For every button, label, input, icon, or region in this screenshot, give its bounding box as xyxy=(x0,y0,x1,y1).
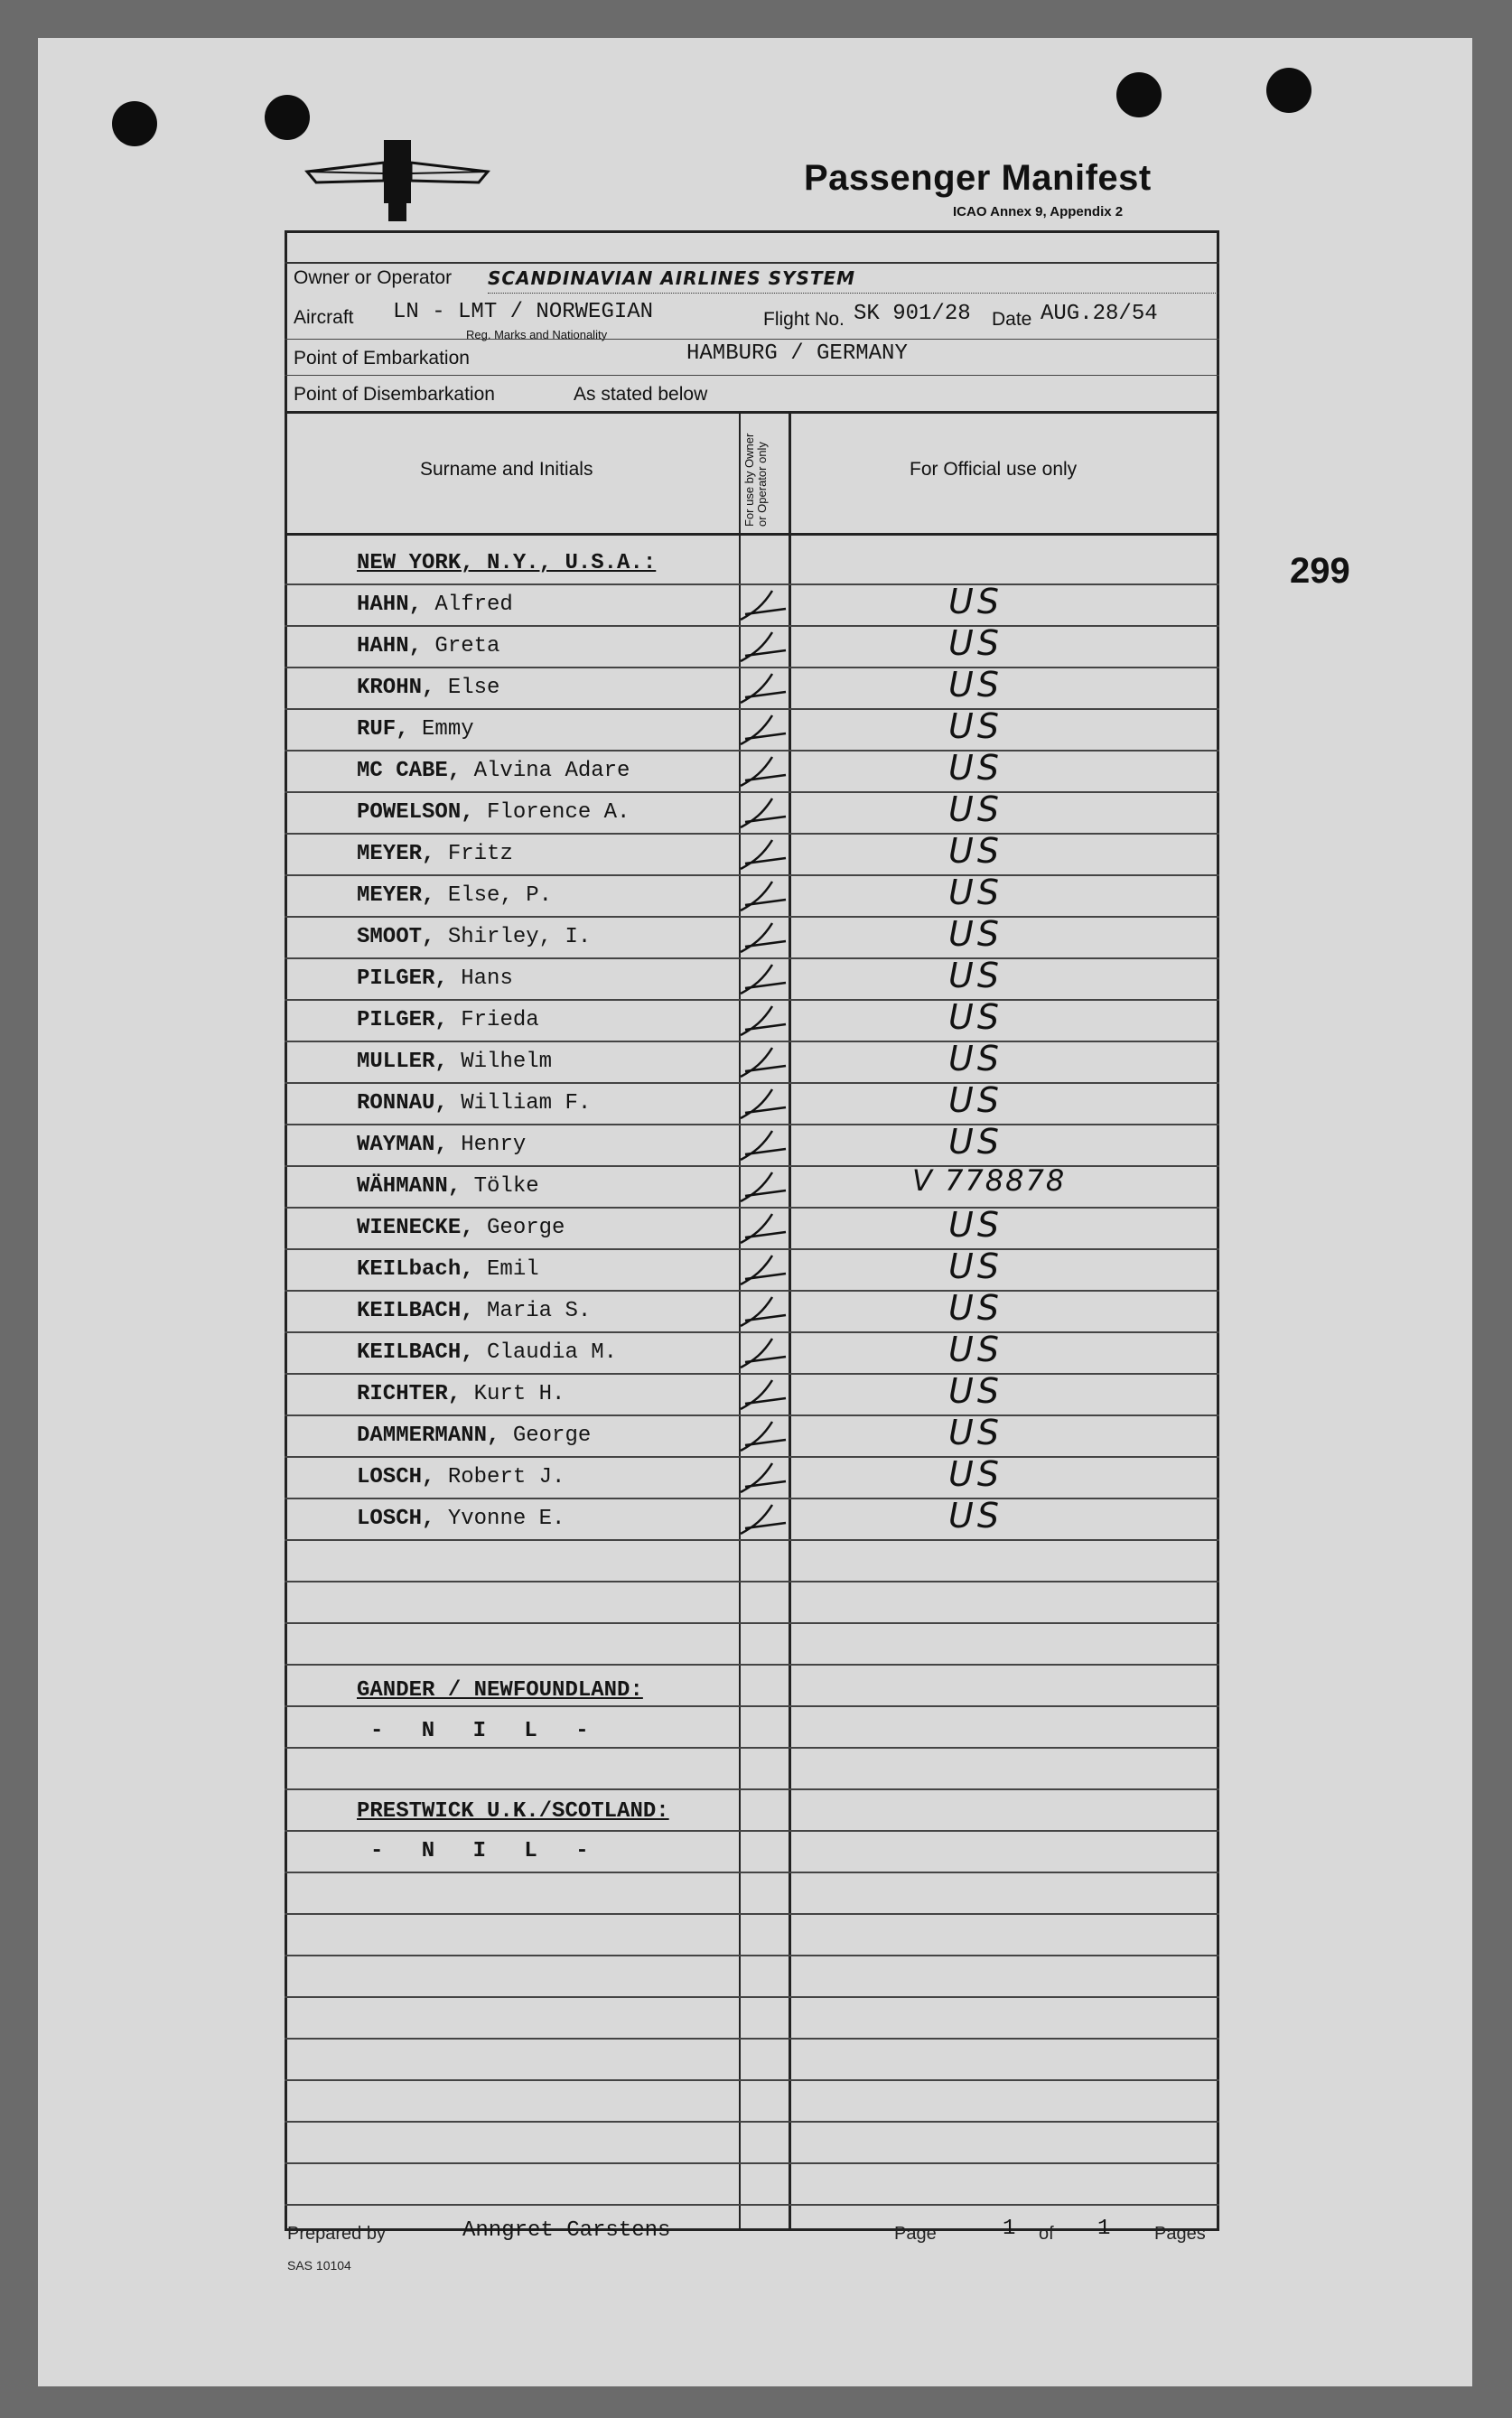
table-row xyxy=(285,1331,1219,1375)
official-mark: US xyxy=(948,789,1003,829)
official-mark: US xyxy=(948,1039,1003,1078)
passenger-given-name: Claudia M. xyxy=(487,1340,618,1365)
passenger-surname: MULLER, xyxy=(357,1050,448,1074)
passenger-name xyxy=(357,1050,552,1074)
blank-row xyxy=(285,2121,1219,2164)
form-subtitle: ICAO Annex 9, Appendix 2 xyxy=(953,204,1124,219)
official-mark: US xyxy=(948,1454,1003,1494)
owner-label: Owner or Operator xyxy=(294,267,453,288)
passenger-name xyxy=(357,1299,591,1323)
official-mark: V 778878 xyxy=(912,1163,1067,1198)
passenger-surname: SMOOT, xyxy=(357,925,435,949)
section-entry-gander: - N I L - xyxy=(370,1719,602,1743)
column-owner-use-header: For use by Owner or Operator only xyxy=(742,433,769,527)
passenger-surname: HAHN, xyxy=(357,634,423,658)
table-row xyxy=(285,833,1219,876)
check-mark-icon xyxy=(736,1086,790,1122)
table-row xyxy=(285,916,1219,959)
check-mark-icon xyxy=(736,753,790,789)
table-row xyxy=(285,791,1219,835)
table-row xyxy=(285,750,1219,793)
passenger-name xyxy=(357,593,513,617)
punch-hole xyxy=(112,101,157,146)
passenger-name xyxy=(357,717,474,742)
flight-label: Flight No. xyxy=(763,309,845,330)
passenger-surname: RONNAU, xyxy=(357,1091,448,1116)
blank-row xyxy=(285,1996,1219,2040)
check-mark-icon xyxy=(736,795,790,831)
aircraft-label: Aircraft xyxy=(294,307,354,328)
divider xyxy=(285,339,1219,340)
check-mark-icon xyxy=(736,1210,790,1246)
passenger-given-name: Fritz xyxy=(447,842,513,866)
official-mark: US xyxy=(948,956,1003,995)
divider xyxy=(285,262,1219,264)
blank-row xyxy=(285,1539,1219,1582)
blank-row xyxy=(285,2038,1219,2081)
official-mark: US xyxy=(948,1288,1003,1328)
check-mark-icon xyxy=(736,1377,790,1413)
official-mark: US xyxy=(948,1330,1003,1369)
table-row xyxy=(285,1498,1219,1541)
official-mark: US xyxy=(948,1205,1003,1245)
check-mark-icon xyxy=(736,920,790,956)
passenger-given-name: Shirley, I. xyxy=(447,925,592,949)
passenger-name xyxy=(357,966,513,991)
passenger-surname: WAYMAN, xyxy=(357,1133,448,1157)
passenger-name xyxy=(357,842,513,866)
passenger-surname: PILGER, xyxy=(357,1008,448,1032)
form-title: Passenger Manifest xyxy=(804,158,1152,198)
passenger-name xyxy=(357,1174,539,1199)
page-value: 1 xyxy=(1003,2217,1016,2241)
official-mark: US xyxy=(948,831,1003,871)
embark-label: Point of Embarkation xyxy=(294,348,470,369)
passenger-given-name: Else, P. xyxy=(447,883,553,908)
section-heading-prestwick: PRESTWICK U.K./SCOTLAND: xyxy=(357,1799,669,1824)
check-mark-icon xyxy=(736,1003,790,1039)
official-mark: US xyxy=(948,1080,1003,1120)
aircraft-value: LN - LMT / NORWEGIAN xyxy=(393,300,654,324)
disembark-label: Point of Disembarkation xyxy=(294,384,495,405)
check-mark-icon xyxy=(736,670,790,706)
passenger-name xyxy=(357,634,499,658)
blank-row xyxy=(285,2079,1219,2123)
prepared-by-label: Prepared by xyxy=(287,2224,386,2244)
passenger-given-name: George xyxy=(512,1424,592,1448)
passenger-given-name: Florence A. xyxy=(487,800,630,825)
passenger-name xyxy=(357,883,552,908)
check-mark-icon xyxy=(736,1501,790,1537)
passenger-surname: LOSCH, xyxy=(357,1507,435,1531)
airline-logo-icon xyxy=(298,135,497,226)
official-mark: US xyxy=(948,582,1003,621)
table-row xyxy=(285,1290,1219,1333)
section-heading-gander: GANDER / NEWFOUNDLAND: xyxy=(357,1678,643,1703)
disembark-value: As stated below xyxy=(574,384,708,405)
check-mark-icon xyxy=(736,587,790,623)
passenger-given-name: Wilhelm xyxy=(461,1050,553,1074)
official-mark: US xyxy=(948,748,1003,788)
table-row xyxy=(285,1041,1219,1084)
check-mark-icon xyxy=(736,1169,790,1205)
passenger-given-name: Maria S. xyxy=(487,1299,592,1323)
passenger-surname: POWELSON, xyxy=(357,800,474,825)
passenger-surname: KROHN, xyxy=(357,676,435,700)
passenger-name xyxy=(357,1091,591,1116)
reg-note: Reg. Marks and Nationality xyxy=(466,328,608,341)
passenger-surname: MEYER, xyxy=(357,883,435,908)
official-mark: US xyxy=(948,1413,1003,1452)
divider xyxy=(488,293,1219,294)
punch-hole xyxy=(1116,72,1162,117)
blank-row xyxy=(285,1872,1219,1915)
passenger-name xyxy=(357,676,499,700)
table-row xyxy=(285,1207,1219,1250)
passenger-given-name: Alfred xyxy=(434,593,513,617)
table-row xyxy=(285,1124,1219,1167)
divider xyxy=(285,375,1219,376)
passenger-surname: MC CABE, xyxy=(357,759,462,783)
official-mark: US xyxy=(948,623,1003,663)
check-mark-icon xyxy=(736,629,790,665)
owner-value: SCANDINAVIAN AIRLINES SYSTEM xyxy=(488,267,856,289)
check-mark-icon xyxy=(736,1418,790,1454)
check-mark-icon xyxy=(736,1127,790,1163)
section-entry-prestwick: - N I L - xyxy=(370,1839,602,1863)
passenger-given-name: Frieda xyxy=(461,1008,539,1032)
table-row xyxy=(285,583,1219,627)
passenger-given-name: Else xyxy=(447,676,500,700)
passenger-name xyxy=(357,1340,617,1365)
table-row xyxy=(285,1414,1219,1458)
passenger-name xyxy=(357,800,630,825)
passenger-surname: LOSCH, xyxy=(357,1465,435,1489)
page-label: Page xyxy=(894,2224,937,2244)
table-row xyxy=(285,1082,1219,1125)
official-mark: US xyxy=(948,706,1003,746)
blank-row xyxy=(285,1913,1219,1956)
check-mark-icon xyxy=(736,878,790,914)
passenger-name xyxy=(357,759,630,783)
destination-heading: NEW YORK, N.Y., U.S.A.: xyxy=(357,551,657,575)
passenger-name xyxy=(357,1133,526,1157)
check-mark-icon xyxy=(736,1460,790,1496)
table-row xyxy=(285,874,1219,918)
blank-row xyxy=(285,2162,1219,2206)
check-mark-icon xyxy=(736,1252,790,1288)
passenger-name xyxy=(357,1382,565,1406)
table-row xyxy=(285,1456,1219,1499)
official-mark: US xyxy=(948,665,1003,705)
date-label: Date xyxy=(992,309,1032,330)
passenger-name xyxy=(357,1424,591,1448)
passenger-given-name: Greta xyxy=(434,634,500,658)
passenger-name xyxy=(357,1507,565,1531)
destination-row xyxy=(285,542,1219,585)
passenger-surname: WÄHMANN, xyxy=(357,1174,462,1199)
official-mark: US xyxy=(948,997,1003,1037)
table-row xyxy=(285,1248,1219,1292)
check-mark-icon xyxy=(736,1293,790,1330)
divider xyxy=(285,411,1219,414)
punch-hole xyxy=(265,95,310,140)
check-mark-icon xyxy=(736,1335,790,1371)
passenger-name xyxy=(357,1257,539,1282)
pages-label: Pages xyxy=(1154,2224,1206,2244)
official-mark: US xyxy=(948,1496,1003,1536)
table-row xyxy=(285,999,1219,1042)
passenger-given-name: George xyxy=(487,1216,565,1240)
passenger-given-name: Henry xyxy=(461,1133,527,1157)
passenger-given-name: Alvina Adare xyxy=(473,759,630,783)
official-mark: US xyxy=(948,914,1003,954)
passenger-name xyxy=(357,1465,565,1489)
embark-value: HAMBURG / GERMANY xyxy=(686,341,908,366)
page-stamp: 299 xyxy=(1290,551,1350,591)
of-label: of xyxy=(1039,2224,1054,2244)
passenger-surname: KEILbach, xyxy=(357,1257,474,1282)
passenger-surname: DAMMERMANN, xyxy=(357,1424,500,1448)
passenger-name xyxy=(357,1216,565,1240)
column-surname-header: Surname and Initials xyxy=(420,459,593,480)
form-code: SAS 10104 xyxy=(287,2258,351,2273)
passenger-surname: RICHTER, xyxy=(357,1382,462,1406)
check-mark-icon xyxy=(736,961,790,997)
table-row xyxy=(285,1165,1219,1209)
date-value: AUG.28/54 xyxy=(1041,302,1158,326)
passenger-surname: WIENECKE, xyxy=(357,1216,474,1240)
check-mark-icon xyxy=(736,836,790,873)
passenger-given-name: Robert J. xyxy=(447,1465,565,1489)
passenger-given-name: Emil xyxy=(487,1257,539,1282)
blank-row xyxy=(285,1955,1219,1998)
passenger-name xyxy=(357,1008,539,1032)
prepared-by-value: Anngret Carstens xyxy=(462,2218,671,2243)
page-total-value: 1 xyxy=(1097,2217,1111,2241)
passenger-surname: MEYER, xyxy=(357,842,435,866)
official-mark: US xyxy=(948,873,1003,912)
passenger-given-name: Kurt H. xyxy=(473,1382,565,1406)
passenger-surname: PILGER, xyxy=(357,966,448,991)
blank-row xyxy=(285,1622,1219,1666)
passenger-surname: HAHN, xyxy=(357,593,423,617)
check-mark-icon xyxy=(736,1044,790,1080)
table-row xyxy=(285,667,1219,710)
table-row xyxy=(285,625,1219,668)
passenger-surname: KEILBACH, xyxy=(357,1299,474,1323)
passenger-given-name: Yvonne E. xyxy=(447,1507,565,1531)
passenger-given-name: Tölke xyxy=(473,1174,539,1199)
official-mark: US xyxy=(948,1371,1003,1411)
check-mark-icon xyxy=(736,712,790,748)
table-row xyxy=(285,957,1219,1001)
passenger-surname: KEILBACH, xyxy=(357,1340,474,1365)
table-row xyxy=(285,708,1219,752)
column-official-header: For Official use only xyxy=(910,459,1078,480)
flight-value: SK 901/28 xyxy=(854,302,971,326)
passenger-given-name: Emmy xyxy=(422,717,474,742)
divider xyxy=(285,533,1219,536)
blank-row xyxy=(285,1747,1219,1790)
passenger-given-name: William F. xyxy=(461,1091,592,1116)
table-row xyxy=(285,1373,1219,1416)
official-mark: US xyxy=(948,1246,1003,1286)
passenger-name xyxy=(357,925,591,949)
passenger-given-name: Hans xyxy=(461,966,513,991)
punch-hole xyxy=(1266,68,1311,113)
blank-row xyxy=(285,1581,1219,1624)
official-mark: US xyxy=(948,1122,1003,1162)
passenger-surname: RUF, xyxy=(357,717,409,742)
